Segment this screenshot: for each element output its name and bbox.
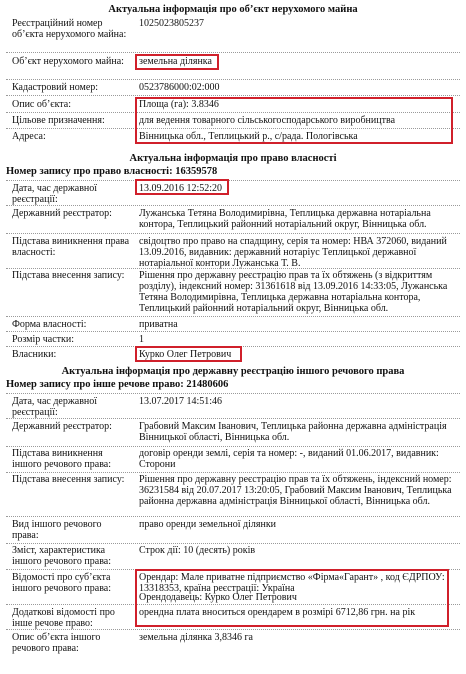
divider: [6, 52, 460, 53]
section2-title: Актуальна інформація про право власності: [129, 153, 337, 164]
row-registrar-2: [6, 421, 462, 445]
value: для ведення товарного сільськогосподарського виробництва: [139, 115, 396, 126]
value: 1025023805237: [139, 18, 204, 29]
label: Власники:: [12, 349, 57, 360]
row-other-right-type: [6, 519, 462, 543]
value: 1: [139, 334, 144, 345]
value: приватна: [139, 319, 178, 330]
row-entry-basis-2: [6, 474, 462, 514]
divider: [6, 128, 460, 129]
divider: [6, 604, 460, 605]
divider: [6, 316, 460, 317]
row-other-right-subject: [6, 572, 462, 606]
value: Площа (га): 3.8346: [139, 99, 219, 110]
label: Опис об’єкта іншого речового права:: [12, 632, 101, 654]
value: 13.09.2016 12:52:20: [139, 183, 223, 194]
divider: [6, 112, 460, 113]
divider: [6, 446, 460, 447]
value: договір оренди землі, серія та номер: -, виданий 01.06.2017, видавник: Сторони: [139, 448, 439, 470]
label: Відомості про суб’єкта іншого речового права:: [12, 572, 112, 594]
label: Вид іншого речового права:: [12, 519, 102, 541]
section1-title: Актуальна інформація про об’єкт нерухомого майна: [108, 4, 358, 15]
label: Опис об’єкта:: [12, 99, 72, 110]
divider: [6, 233, 460, 234]
value: Курко Олег Петрович: [139, 349, 232, 360]
divider: [6, 516, 460, 517]
row-object: [6, 56, 462, 78]
label: Реєстраційний номер об’єкта нерухомого майна:: [12, 18, 127, 40]
row-share-size: [6, 334, 462, 346]
label: Підстава виникнення іншого речового права:: [12, 448, 112, 470]
label: Дата, час державної реєстрації:: [12, 396, 98, 418]
record-label: Номер запису про інше речове право:: [6, 379, 184, 390]
value: свідоцтво про право на спадщину, серія та номер: НВА 372060, виданий 13.09.2016, видавник: державний нотаріус Теплицької державної нотаріальної контори Лужанська Т. В.: [139, 236, 447, 269]
row-registration-number: [6, 18, 462, 52]
other-right-record-number: [6, 379, 228, 390]
row-address: [6, 131, 462, 143]
record-value: 21480606: [186, 379, 229, 390]
label: Підстава внесення запису:: [12, 474, 125, 485]
label: Розмір частки:: [12, 334, 74, 345]
row-description: [6, 99, 462, 111]
value-landlord: Орендодавець: Курко Олег Петрович: [139, 592, 297, 603]
value: Орендар: Мале приватне підприємство «Фірма«Гарант» , код ЄДРПОУ: 13318353, країна реєстрації: Україна: [139, 572, 445, 594]
record-label: Номер запису про право власності:: [6, 166, 173, 177]
divider: [6, 472, 460, 473]
row-other-right-object: [6, 632, 462, 656]
row-registrar: [6, 208, 462, 232]
label: Кадастровий номер:: [12, 82, 99, 93]
label: Додаткові відомості про інше речове право:: [12, 607, 115, 629]
section3-title: Актуальна інформація про державну реєстрацію іншого речового права: [61, 366, 405, 377]
label: Дата, час державної реєстрації:: [12, 183, 98, 205]
divider: [6, 393, 460, 394]
value: Грабовий Максим Іванович, Теплицька районна державна адміністрація Вінницької області, Вінницька обл.: [139, 421, 447, 443]
row-ownership-basis: [6, 236, 462, 270]
divider: [6, 543, 460, 544]
divider: [6, 331, 460, 332]
divider: [6, 95, 460, 96]
divider: [6, 79, 460, 80]
label: Підстава внесення запису:: [12, 270, 125, 281]
value: Рішення про державну реєстрацію прав та їх обтяжень (з відкриттям розділу), індексний номер: 31361618 від 13.09.2016 14:33:05, Лужанська Тетяна Володимирівна, Теплицька державна нотаріальна контора, Теплицький районний нотаріальний округ, Вінницька обл.: [139, 270, 448, 314]
divider: [6, 180, 460, 181]
row-registration-date-2: [6, 396, 462, 418]
row-registration-date: [6, 183, 462, 205]
divider: [6, 569, 460, 570]
label: Об’єкт нерухомого майна:: [12, 56, 124, 67]
value: земельна ділянка 3,8346 га: [139, 632, 253, 643]
row-other-right-content: [6, 545, 462, 569]
divider: [6, 418, 460, 419]
value: 13.07.2017 14:51:46: [139, 396, 223, 407]
label: Цільове призначення:: [12, 115, 105, 126]
value: 0523786000:02:000: [139, 82, 220, 93]
row-cadastral-number: [6, 82, 462, 94]
label: Державний реєстратор:: [12, 421, 112, 432]
row-ownership-form: [6, 319, 462, 331]
value: орендна плата вноситься орендарем в розмірі 6712,86 грн. на рік: [139, 607, 416, 618]
record-value: 16359578: [175, 166, 218, 177]
divider: [6, 629, 460, 630]
value: Вінницька обл., Теплицький р., с/рада. Пологівська: [139, 131, 358, 142]
ownership-record-number: [6, 166, 217, 177]
value: Строк дії: 10 (десять) років: [139, 545, 256, 556]
value: Рішення про державну реєстрацію прав та їх обтяжень, індексний номер: 36231584 від 20.07.2017 13:20:05, Грабовий Максим Іванович, Теплицька районна державна адміністрація Вінницької області, Вінницька обл.: [139, 474, 452, 507]
value: право оренди земельної ділянки: [139, 519, 277, 530]
label: Форма власності:: [12, 319, 87, 330]
divider: [6, 268, 460, 269]
divider: [6, 205, 460, 206]
label: Підстава виникнення права власності:: [12, 236, 130, 258]
value: земельна ділянка: [139, 56, 212, 67]
label: Зміст, характеристика іншого речового права:: [12, 545, 112, 567]
row-other-right-basis: [6, 448, 462, 472]
divider: [6, 346, 460, 347]
label: Адреса:: [12, 131, 46, 142]
row-purpose: [6, 115, 462, 127]
label: Державний реєстратор:: [12, 208, 112, 219]
row-owners: [6, 349, 462, 361]
row-additional-info: [6, 607, 462, 631]
row-entry-basis: [6, 270, 462, 316]
value: Лужанська Тетяна Володимирівна, Теплицька державна нотаріальна контора, Теплицький районний нотаріальний округ, Вінницька обл.: [139, 208, 431, 230]
